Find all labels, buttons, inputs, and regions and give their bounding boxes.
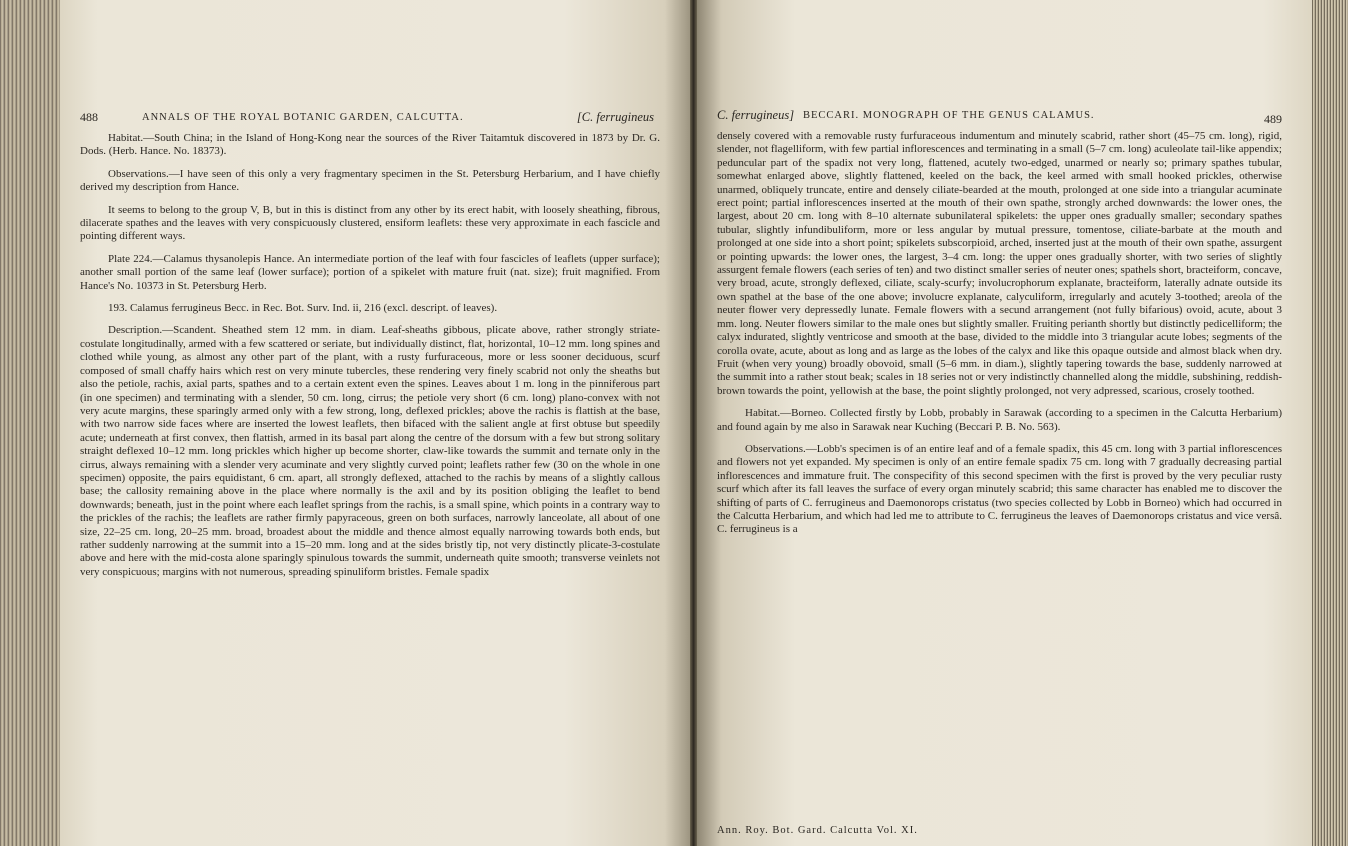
right-page: [697, 0, 1312, 846]
paragraph-group: It seems to belong to the group V, B, but in this is distinct from any other by its erect habit, with loosely sheathing, fibrous, dilacerate spathes and the leaves with very conspicuously clustered, ensiform leaflets: these very approximate in each fascicle and pointing different ways.: [80, 203, 660, 243]
paragraph-habitat: Habitat.—South China; in the Island of Hong-Kong near the sources of the River Taitamtuk discovered in 1873 by Dr. G. Dods. (Herb. Hance. No. 18373).: [80, 132, 660, 158]
paragraph-habitat-borneo: Habitat.—Borneo. Collected firstly by Lobb, probably in Sarawak (according to a specimen in the Calcutta Herbarium) and found again by me also in Sarawak near Kuching (Beccari P. B. No. 563).: [717, 407, 1282, 433]
paragraph-observations-lobb: Observations.—Lobb's specimen is of an entire leaf and of a female spadix, this 45 cm. long with 3 partial inflorescences and flowers not yet expanded. My specimen is only of an entire female spadix 75 cm. long with 7 gradually decreasing partial inflorescences and immature fruit. The conspecifity of this second specimen with the first is proved by the very peculiar rusty scurf which after its fall leaves the surface of every organ minutely scabrid; this same character has enabled me to discover the shifting of parts of C. ferrugineus and Daemonorops cristatus (two species collected by Lobb in Borneo) which had occurred in the Calcutta Herbarium, and which had led me to attribute to C. ferrugineus the leaves of Daemonorops cristatus and vice versâ. C. ferrugineus is a: [717, 442, 1282, 536]
right-running-head: [717, 108, 1282, 130]
book-fore-edge-left: [0, 0, 60, 846]
right-body-text: [717, 130, 1282, 537]
right-page-footer: Ann. Roy. Bot. Gard. Calcutta Vol. XI.: [717, 825, 918, 836]
left-running-head: [80, 110, 660, 132]
paragraph-description-continued: densely covered with a removable rusty furfuraceous indumentum and minutely scabrid, rather short (45–75 cm. long), rigid, slender, not flagelliform, with few partial inflorescences and terminating in a small (5–7 cm. long) aculeolate tail-like appendix; peduncular part of the spadix not very long, flattened, acutely two-edged, unarmed or nearly so; primary spathes tubular, somewhat enlarged above, slightly flattened, keeled on the back, the keel armed with small hooked prickles, otherwise unarmed, obliquely truncate, entire and densely ciliate-bearded at the mouth, prolonged at one side into a triangular acuminate erect point; partial inflorescences inserted at the mouth of their own spathe, strongly arched downwards: the lower ones, the largest, about 20 cm. long with 8–10 alternate subunilateral spikelets: the upper ones gradually smaller; secondary spathes tubular, slightly infundibuliform, more or less angular by mutual pressure, tomentose, ciliate-barbate at the mouth and prolonged at one side into a short point; spikelets subscorpioid, arched, inserted just at the mouth of their own spathe, assurgent or pointing upwards: the lower ones, the largest, 3–4 cm. long: the upper ones gradually shorter, with two series of slightly assurgent female flowers (each series of ten) and two distinct smaller series of neuter ones; spathels short, bracteiform, concave, very broad, acute, strongly deflexed, ciliate, scaly-scurfy; involucrophorum explanate, bracteiform, laterally adnate outside its own spathel at the base of the one above; involucre explanate, calyculiform, irregularly and acutely 3-toothed; areola of the neuter flower very depressedly lunate. Female flowers with a secund arrangement (not fully bifarious) ovoid, acute, about 3 mm. long. Neuter flowers similar to the male ones but slightly smaller. Fruiting perianth shortly but distinctly pedicelliform; the calyx indurated, slightly ventricose and smooth at the base, divided to the middle into 3 triangular acute lobes; segments of the corolla ovate, acute, about as long and as large as the lobes of the calyx and like this opaque outside and almost black when dry. Fruit (when very young) broadly obovoid, small (5–6 mm. in diam.), slightly tapering towards the base, suddenly narrowed at the summit into a rather stout beak; scales in 18 series not or very indistinctly channelled along the middle, subshining, reddish-brown towards the point, yellowish at the base, the point slightly prolonged, not very adpressed, scarious, crosely toothed.: [717, 130, 1282, 397]
left-page-number: 488: [80, 110, 98, 124]
right-running-title: BECCARI. MONOGRAPH OF THE GENUS CALAMUS.: [803, 110, 1095, 121]
left-page: [60, 0, 690, 846]
book-fore-edge-right: [1312, 0, 1348, 846]
left-body-text: [80, 132, 660, 579]
paragraph-description: Description.—Scandent. Sheathed stem 12 mm. in diam. Leaf-sheaths gibbous, plicate above, rather strongly striate-costulate longitudinally, armed with a few scattered or seriate, but individually distinct, flat, horizontal, 10–12 mm. long spines and clothed while young, as almost any other part of the plant, with a rusty furfuraceous, more or less sooner deciduous, scurf composed of small chaffy hairs which rest on very minute tubercles, these rendering very finely scabrid not only the sheaths but also the petiole, rachis, axial parts, spathes and to a certain extent even the spines. Leaves about 1 m. long in the pinniferous part (in one specimen) and terminating with a slender, 50 cm. long, cirrus; the petiole very short (6 cm. long) plano-convex with not very acute margins, these sparingly armed only with a few strong, long, deflexed prickles; above the rachis is flattish at the base, with two narrow side faces where are inserted the lowest leaflets, then bifaced with the salient angle at first obtuse but speedily acute; underneath at first convex, then flattish, armed in its basal part along the centre of the dorsum with a few but strong solitary straight deflexed 10–12 mm. long prickles which higher up become shorter, claw-like towards the summit and ternate only in the cirrus, always remaining with a slender very acuminate and very slightly curved point; leaflets rather few (30 on the whole in one specimen) opposite, the pairs equidistant, 6 cm. apart, all strongly deflexed, attached to the rachis by means of a slightly callous base; the callosity remaining above in the place where normally is the axil and by its position obliging the leaflet to bend downwards; beneath, just in the point where each leaflet springs from the rachis, is a small spine, which points in a contrary way to the prickles of the rachis; the leaflets are rather firmly papyraceous, green on both surfaces, narrowly lanceolate, all about of one size, 22–25 cm. long, 20–25 mm. broad, broadest about the middle and thence almost equally narrowing towards both ends, but rather suddenly narrowing at the summit into a 15–20 mm. long and at the sides bristly tip, not very distinctly plicate-3-costulate above and here with the mid-costa alone sparingly spinulous towards the summit, underneath quite smooth; transverse veinlets not very conspicuous; margins with not numerous, spreading spinuliform bristles. Female spadix: [80, 324, 660, 578]
book-gutter: [690, 0, 697, 846]
left-running-species: [C. ferrugineus: [576, 110, 654, 124]
paragraph-plate: Plate 224.—Calamus thysanolepis Hance. An intermediate portion of the leaf with four fascicles of leaflets (upper surface); another small portion of the same leaf (lower surface); portion of a spikelet with mature fruit (nat. size); fruit magnified. From Hance's No. 10373 in St. Petersburg Herb.: [80, 252, 660, 292]
right-running-species: C. ferrugineus]: [717, 108, 795, 122]
right-page-number: 489: [1264, 112, 1282, 126]
left-running-title: ANNALS OF THE ROYAL BOTANIC GARDEN, CALCUTTA.: [142, 112, 464, 123]
paragraph-observations: Observations.—I have seen of this only a very fragmentary specimen in the St. Petersburg Herbarium, and I have chiefly derived my description from Hance.: [80, 167, 660, 194]
paragraph-species-heading: 193. Calamus ferrugineus Becc. in Rec. Bot. Surv. Ind. ii, 216 (excl. descript. of leaves).: [108, 302, 498, 315]
